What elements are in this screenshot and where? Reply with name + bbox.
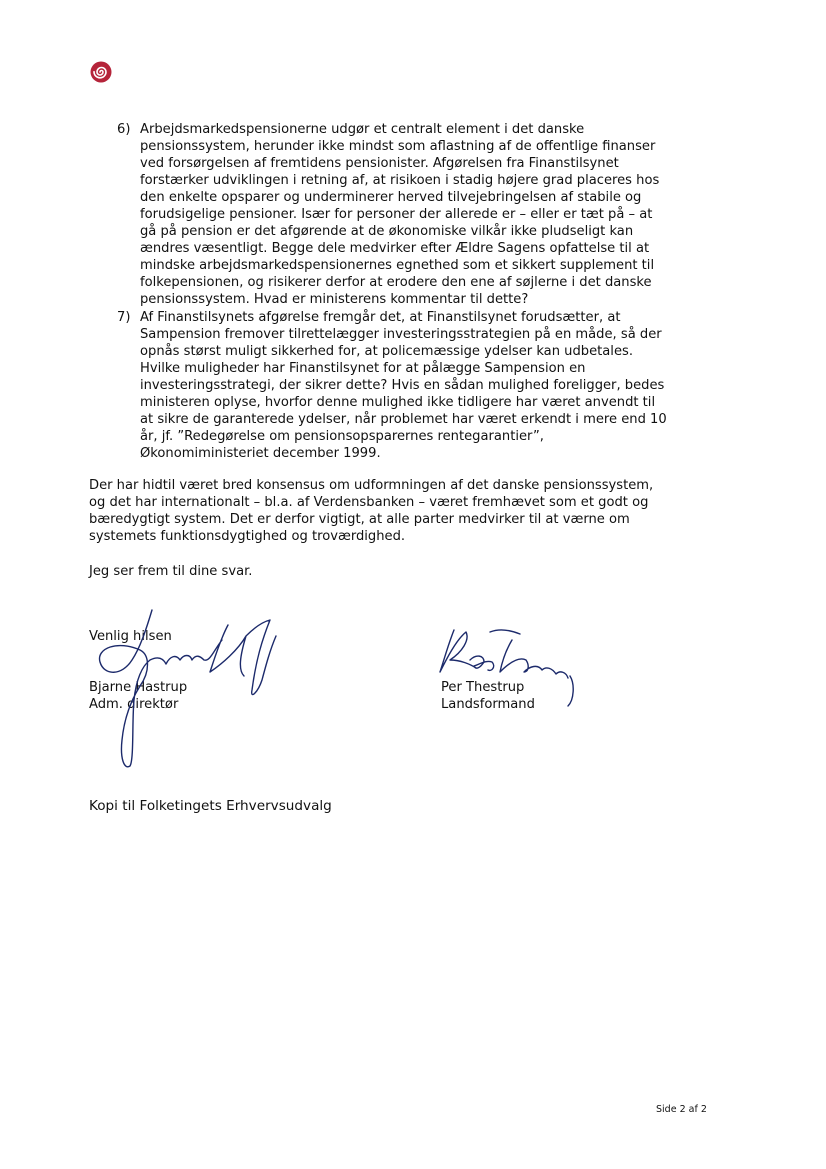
- signatory-2-name: Per Thestrup: [441, 680, 525, 695]
- list-item-line: forudsigelige pensioner. Især for personer der allerede er – eller er tæt på – at: [140, 207, 653, 223]
- signatory-1-name: Bjarne Hastrup: [89, 680, 188, 695]
- list-item-line: Sampension fremover tilrettelægger investeringsstrategien på en måde, så der: [140, 326, 662, 342]
- page-number: Side 2 af 2: [656, 1104, 707, 1115]
- paragraph-line: systemets funktionsdygtighed og troværdighed.: [89, 529, 406, 545]
- list-item-line: Arbejdsmarkedspensionerne udgør et centralt element i det danske: [140, 122, 585, 137]
- closing-line: Jeg ser frem til dine svar.: [89, 564, 253, 579]
- paragraph-line: Der har hidtil været bred konsensus om udformningen af det danske pensionssystem,: [89, 478, 654, 493]
- list-item-line: pensionssystem. Hvad er ministerens kommentar til dette?: [140, 292, 529, 308]
- copy-recipient: Kopi til Folketingets Erhvervsudvalg: [89, 798, 332, 814]
- list-item-line: forstærker udviklingen i retning af, at risikoen i stadig højere grad placeres hos: [140, 173, 660, 189]
- list-item-line: folkepensionen, og risikerer derfor at erodere den ene af søjlerne i det danske: [140, 275, 652, 291]
- list-item-number: 7): [117, 309, 131, 325]
- list-item-line: år, jf. ”Redegørelse om pensionsopsparernes rentegarantier”,: [140, 428, 544, 444]
- list-item-line: mindske arbejdsmarkedspensionernes egnethed som et sikkert supplement til: [140, 258, 655, 274]
- list-item-line: Af Finanstilsynets afgørelse fremgår det, at Finanstilsynet forudsætter, at: [140, 309, 621, 325]
- organization-logo-icon: [89, 60, 113, 84]
- signatory-1-title: Adm. direktør: [89, 697, 179, 712]
- list-item-line: Økonomiministeriet december 1999.: [140, 445, 381, 461]
- list-item-line: den enkelte opsparer og underminerer herved tilvejebringelsen af stabile og: [140, 190, 642, 206]
- list-item-number: 6): [117, 122, 131, 137]
- list-item-line: at sikre de garanterede ydelser, når problemet har været erkendt i mere end 10: [140, 411, 667, 427]
- list-item-line: pensionssystem, herunder ikke mindst som aflastning af de offentlige finanser: [140, 139, 656, 155]
- list-item-line: gå på pension er det afgørende at de økonomiske vilkår ikke pludseligt kan: [140, 224, 634, 240]
- list-item-line: ændres væsentligt. Begge dele medvirker efter Ældre Sagens opfattelse til at: [140, 241, 650, 257]
- list-item-line: investeringsstrategi, der sikrer dette? Hvis en sådan mulighed foreligger, bedes: [140, 377, 665, 393]
- signatory-2-title: Landsformand: [441, 697, 535, 712]
- list-item-line: Hvilke muligheder har Finanstilsynet for at pålægge Sampension en: [140, 360, 586, 376]
- list-item: [117, 309, 737, 462]
- greeting: Venlig hilsen: [89, 629, 172, 644]
- list-item-line: ved forsørgelsen af fremtidens pensionister. Afgørelsen fra Finanstilsynet: [140, 156, 619, 172]
- list-item-line: ministeren oplyse, hvorfor denne mulighed ikke tidligere har været anvendt til: [140, 394, 656, 410]
- closing-paragraph: [89, 477, 729, 545]
- paragraph-line: bæredygtigt system. Det er derfor vigtigt, at alle parter medvirker til at værne om: [89, 512, 630, 528]
- signatory-block-2: [441, 679, 535, 713]
- signatory-block-1: [89, 679, 187, 713]
- list-item: [117, 121, 737, 309]
- paragraph-line: og det har internationalt – bl.a. af Verdensbanken – været fremhævet som et godt og: [89, 495, 649, 511]
- list-item-line: opnås størst muligt sikkerhed for, at policemæssige ydelser kan udbetales.: [140, 343, 633, 359]
- question-list: [117, 121, 737, 462]
